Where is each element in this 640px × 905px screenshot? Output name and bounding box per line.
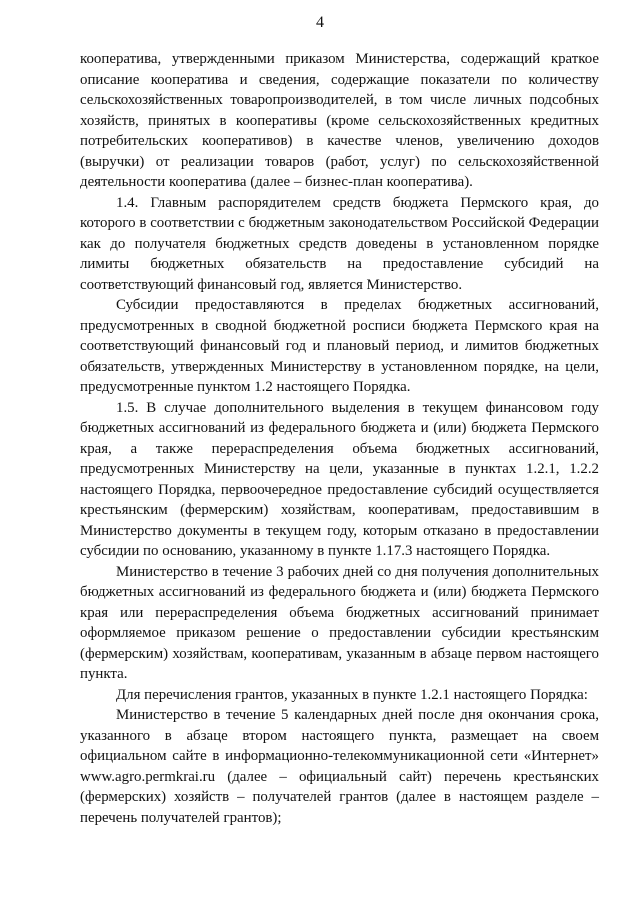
paragraph-1-5: 1.5. В случае дополнительного выделения в текущем финансовом году бюджетных ассигнований из федерального бюджета и (или) бюджета Пермского края, а также перераспределения объема бюджетных ассигнований, предусмотренных Министерству на цели, указанные в пунктах 1.2.1, 1.2.2 настоящего Порядка, первоочередное предоставление субсидий осуществляется крестьянским (фермерским) хозяйствам, кооперативам, предоставившим в Министерство документы в текущем году, которым отказано в предоставлении субсидии по основанию, указанному в пункте 1.17.3 настоящего Порядка. xyxy=(80,399,599,559)
paragraph-grants-transfer: Для перечисления грантов, указанных в пункте 1.2.1 настоящего Порядка: xyxy=(116,686,588,703)
paragraph-subsidies-limits: Субсидии предоставляются в пределах бюджетных ассигнований, предусмотренных в сводной бюджетной росписи бюджета Пермского края на соответствующий финансовый год и плановый период, и лимитов бюджетных обязательств, утвержденных Министерству в установленном порядке, на цели, предусмотренные пунктом 1.2 настоящего Порядка. xyxy=(80,297,599,395)
document-body xyxy=(80,49,599,828)
paragraph-ministry-decision: Министерство в течение 3 рабочих дней со дня получения дополнительных бюджетных ассигнований из федерального бюджета и (или) бюджета Пермского края или перераспределения объема бюджетных ассигнований принимает оформляемое приказом решение о предоставлении субсидии крестьянским (фермерским) хозяйствам, кооперативам, указанным в абзаце первом настоящего пункта. xyxy=(80,563,599,682)
page-number: 4 xyxy=(316,14,324,31)
paragraph-grant-recipients-list: Министерство в течение 5 календарных дней после дня окончания срока, указанного в абзаце втором настоящего пункта, размещает на своем официальном сайте в информационно-телекоммуникационной сети «Интернет» www.agro.permkrai.ru (далее – официальный сайт) перечень крестьянских (фермерских) хозяйств – получателей грантов (далее в настоящем разделе – перечень получателей грантов); xyxy=(80,707,599,826)
paragraph-1-4: 1.4. Главным распорядителем средств бюджета Пермского края, до которого в соответствии с бюджетным законодательством Российской Федерации как до получателя бюджетных средств доведены в установленном порядке лимиты бюджетных обязательств на предоставление субсидий на соответствующий финансовый год, является Министерство. xyxy=(80,194,599,293)
paragraph-continuation: кооператива, утвержденными приказом Министерства, содержащий краткое описание кооператива и сведения, содержащие показатели по количеству сельскохозяйственных товаропроизводителей, в том числе личных подсобных хозяйств, принятых в кооперативы (кроме сельскохозяйственных кредитных потребительских кооперативов) в качестве членов, увеличению доходов (выручки) от реализации товаров (работ, услуг) по сельскохозяйственной деятельности кооператива (далее – бизнес-план кооператива). xyxy=(80,51,599,190)
